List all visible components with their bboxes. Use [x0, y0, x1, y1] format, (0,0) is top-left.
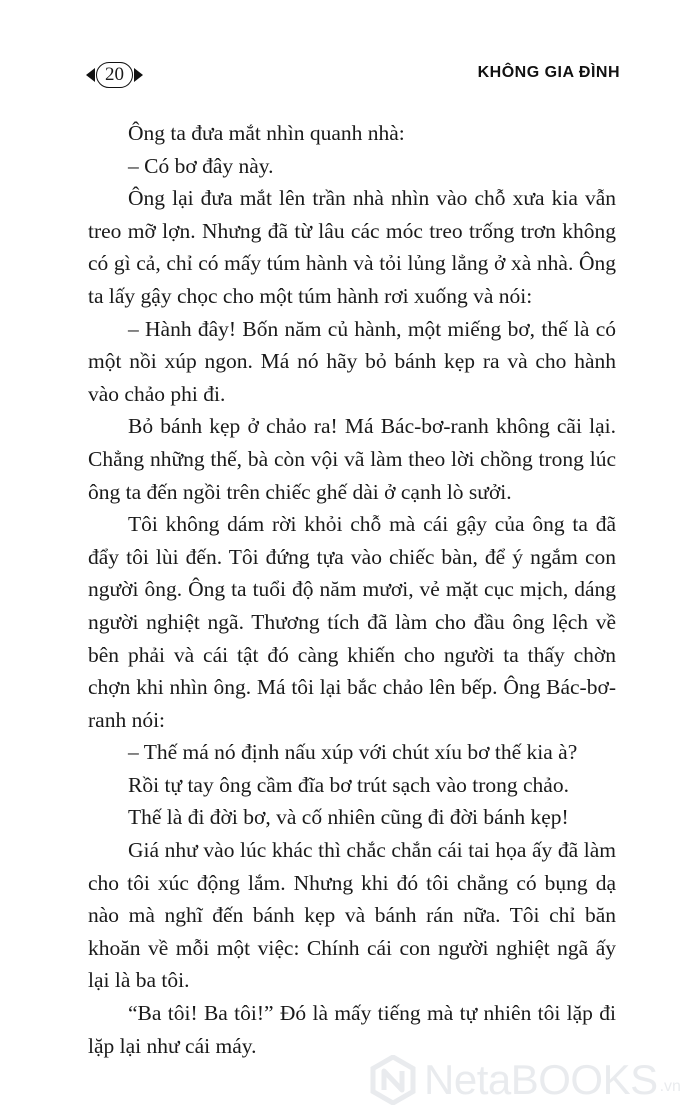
- paragraph: Ông lại đưa mắt lên trần nhà nhìn vào chỗ xưa kia vẫn treo mỡ lợn. Nhưng đã từ lâu các móc treo trống trơn không có gì cả, chỉ có mấy túm hành và tỏi lủng lẳng ở xà nhà. Ông ta lấy gậy chọc cho một túm hành rơi xuống và nói:: [88, 186, 616, 308]
- paragraph: – Có bơ đây này.: [128, 153, 274, 178]
- paragraph: Bỏ bánh kẹp ở chảo ra! Má Bác-bơ-ranh không cãi lại. Chẳng những thế, bà còn vội vã làm theo lời chồng trong lúc ông ta đến ngồi trên chiếc ghế dài ở cạnh lò sưởi.: [88, 414, 616, 504]
- paragraph: Rồi tự tay ông cầm đĩa bơ trút sạch vào trong chảo.: [128, 772, 569, 797]
- watermark-suffix: .vn: [659, 1078, 681, 1095]
- watermark-brand: NetaBOOKS: [424, 1056, 658, 1103]
- paragraph: – Thế má nó định nấu xúp với chút xíu bơ thế kia à?: [128, 740, 578, 765]
- paragraph: Thế là đi đời bơ, và cố nhiên cũng đi đời bánh kẹp!: [128, 805, 569, 830]
- previous-page-arrow-icon[interactable]: [86, 68, 95, 82]
- page-header: [0, 0, 700, 100]
- page-number: 20: [96, 62, 133, 88]
- paragraph: – Hành đây! Bốn năm củ hành, một miếng bơ, thế là có một nồi xúp ngon. Má nó hãy bỏ bánh kẹp ra và cho hành vào chảo phi đi.: [88, 316, 616, 406]
- paragraph: Giá như vào lúc khác thì chắc chắn cái tai họa ấy đã làm cho tôi xúc động lắm. Nhưng khi đó tôi chẳng có bụng dạ nào mà nghĩ đến bánh kẹp và bánh rán nữa. Tôi chỉ băn khoăn về mỗi một việc: Chính cái con người nghiệt ngã ấy lại là ba tôi.: [88, 838, 616, 993]
- running-book-title: KHÔNG GIA ĐÌNH: [477, 64, 620, 81]
- next-page-arrow-icon[interactable]: [134, 68, 143, 82]
- page-number-nav: [86, 60, 143, 90]
- paragraph: Tôi không dám rời khỏi chỗ mà cái gậy của ông ta đã đẩy tôi lùi đến. Tôi đứng tựa vào chiếc bàn, để ý ngắm con người ông. Ông ta tuổi độ năm mươi, vẻ mặt cục mịch, dáng người nghiệt ngã. Thương tích đã làm cho đầu ông lệch về bên phải và cái tật đó càng khiến cho người ta thấy chờn chợn khi nhìn ông. Má tôi lại bắc chảo lên bếp. Ông Bác-bơ-ranh nói:: [88, 512, 616, 732]
- watermark: [368, 1050, 681, 1110]
- paragraph: Ông ta đưa mắt nhìn quanh nhà:: [128, 121, 405, 145]
- page-body: [88, 117, 616, 1062]
- paragraph: “Ba tôi! Ba tôi!” Đó là mấy tiếng mà tự nhiên tôi lặp đi lặp lại như cái máy.: [88, 1001, 616, 1058]
- netabooks-logo-icon: [368, 1055, 418, 1105]
